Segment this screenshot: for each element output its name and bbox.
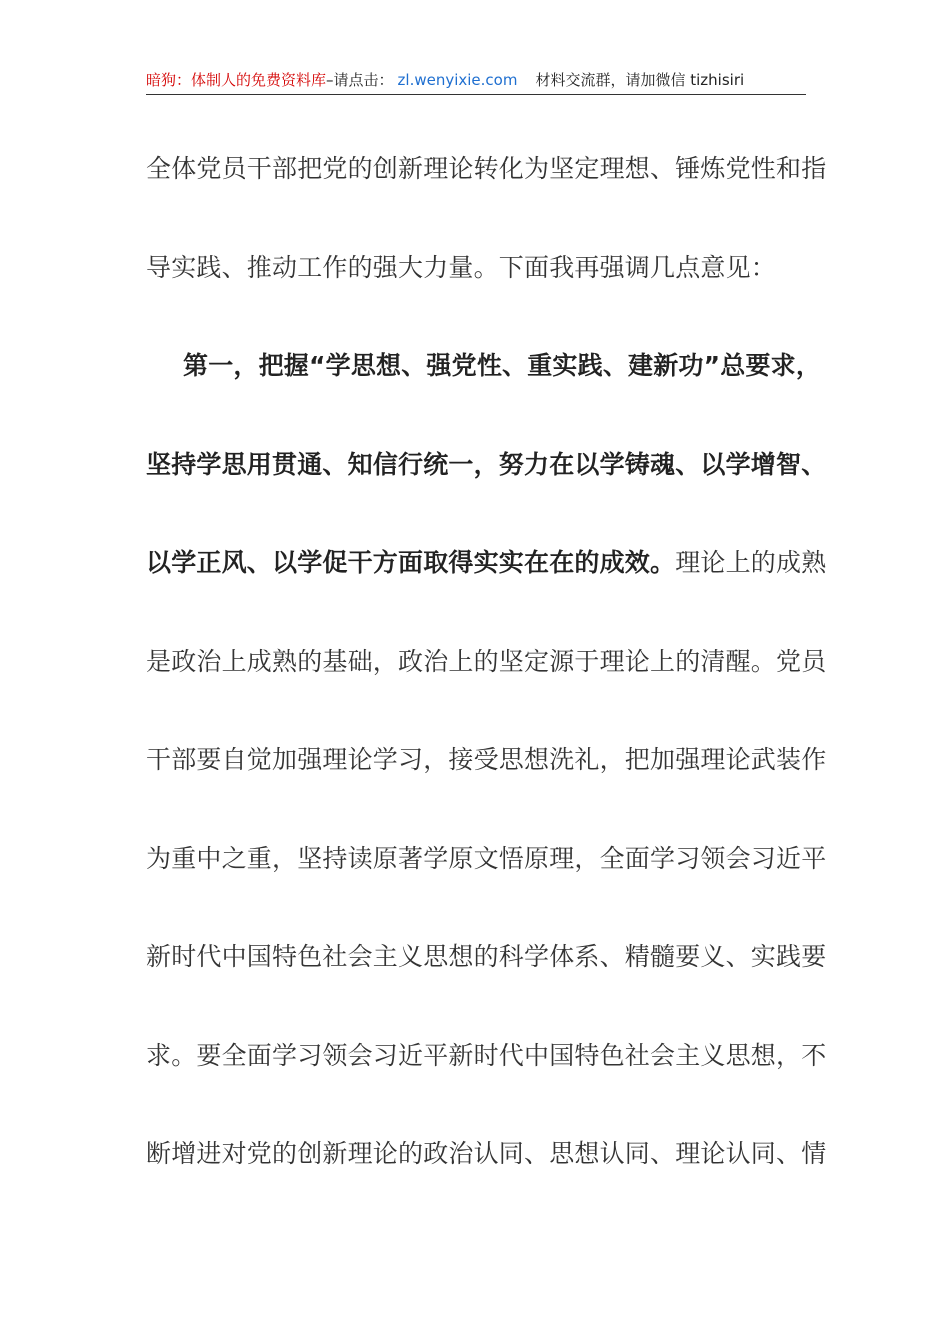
header-link[interactable]: zl.wenyixie.com (397, 71, 518, 89)
text-line: 新时代中国特色社会主义思想的科学体系、精髓要义、实践要 (146, 942, 827, 971)
text-line: 导实践、推动工作的强大力量。下面我再强调几点意见： (146, 252, 777, 282)
bold-heading-line: 坚持学思用贯通、知信行统一，努力在以学铸魂、以学增智、 (146, 449, 827, 479)
header-group-info: 材料交流群，请加微信 tizhisiri (535, 71, 745, 89)
text-line: 断增进对党的创新理论的政治认同、思想认同、理论认同、情 (146, 1139, 827, 1168)
page-header (146, 68, 806, 95)
text-line: 全体党员干部把党的创新理论转化为坚定理想、锤炼党性和指 (146, 154, 827, 183)
text-line: 求。要全面学习领会习近平新时代中国特色社会主义思想，不 (146, 1040, 827, 1070)
bold-heading-line: 第一，把握“学思想、强党性、重实践、建新功”总要求， (183, 351, 822, 380)
bold-heading-end: 以学正风、以学促干方面取得实实在在的成效。 (146, 548, 676, 577)
text-line: 是政治上成熟的基础，政治上的坚定源于理论上的清醒。党员 (146, 646, 827, 676)
text-line: 干部要自觉加强理论学习，接受思想洗礼，把加强理论武装作 (146, 745, 827, 774)
text-line: 为重中之重，坚持读原著学原文悟原理，全面学习领会习近平 (146, 843, 827, 873)
header-brand: 暗狗：体制人的免费资料库 (146, 71, 327, 89)
document-body (146, 120, 827, 1204)
header-prompt: –请点击： (326, 71, 394, 89)
text-segment: 理论上的成熟 (675, 548, 827, 577)
mixed-line (146, 514, 827, 613)
